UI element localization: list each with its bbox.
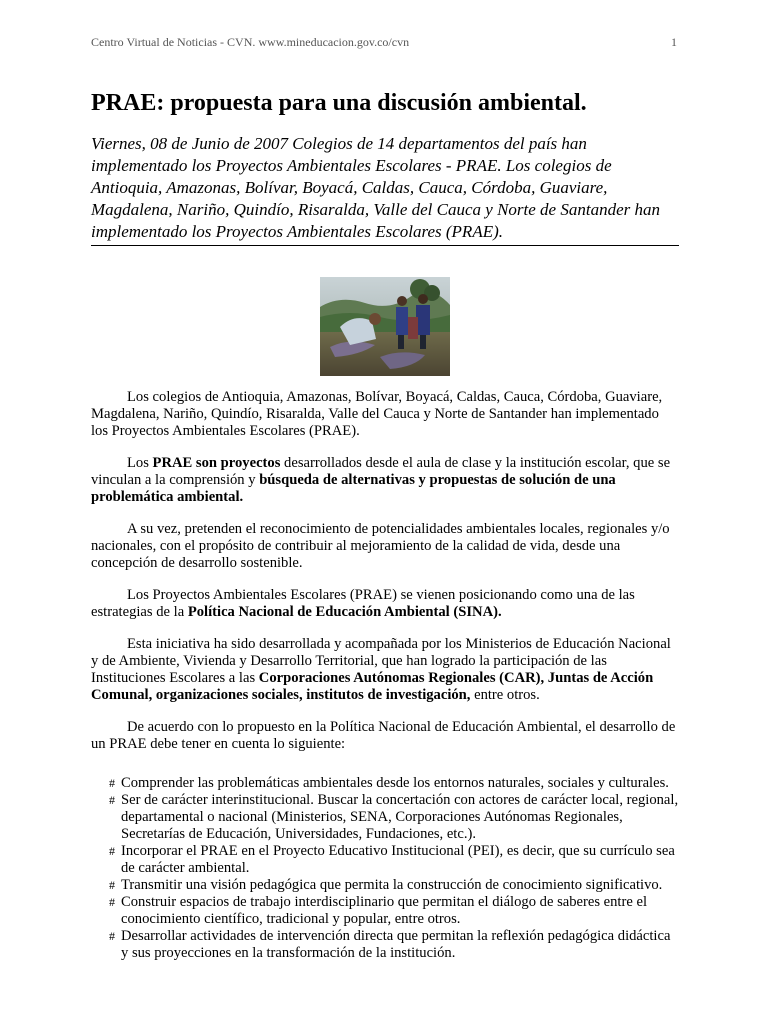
paragraph-2 [91, 455, 679, 506]
list-item [91, 928, 679, 962]
page-header [91, 35, 677, 51]
paragraph-5 [91, 636, 679, 704]
bold-text: PRAE son proyectos [152, 455, 281, 471]
paragraph-3: A su vez, pretenden el reconocimiento de potencialidades ambientales locales, regionales y/o nacionales, con el propósito de contribuir al mejoramiento de la calidad de vida, desde una concepción de desarrollo sostenible. [91, 521, 670, 571]
list-item [91, 877, 679, 894]
text: entre otros. [470, 687, 540, 703]
paragraph-6: De acuerdo con lo propuesto en la Política Nacional de Educación Ambiental, el desarrollo de un PRAE debe tener en cuenta lo siguiente: [91, 719, 676, 752]
hash-bullet: # [109, 895, 115, 909]
list-item [91, 843, 679, 877]
article-title: PRAE: propuesta para una discusión ambiental. [91, 90, 587, 116]
requirements-list [91, 775, 679, 962]
hash-bullet: # [109, 776, 115, 790]
article-photo [320, 277, 450, 376]
hash-bullet: # [109, 878, 115, 892]
text: desarrollados desde el aula de clase y la institución escolar, que se vinculan a la comprensión y [91, 455, 671, 488]
list-item-text: Construir espacios de trabajo interdisciplinario que permitan el diálogo de saberes entre el conocimiento científico, tradicional y popular, entre otros. [121, 894, 648, 927]
bold-text: búsqueda de alternativas y propuestas de solución de una problemática ambiental. [91, 472, 616, 505]
list-item-text: Comprender las problemáticas ambientales desde los entornos naturales, sociales y culturales. [121, 775, 669, 791]
hash-bullet: # [109, 793, 115, 807]
hash-bullet: # [109, 929, 115, 943]
bold-text: Política Nacional de Educación Ambiental (SINA). [187, 604, 502, 620]
paragraph-4 [91, 587, 679, 621]
list-item [91, 775, 679, 792]
article-lead: Viernes, 08 de Junio de 2007 Colegios de 14 departamentos del país han implementado los Proyectos Ambientales Escolares - PRAE. Los colegios de Antioquia, Amazonas, Bolívar, Boyacá, Caldas, Cauca, Córdoba, Guaviare, Magdalena, Nariño, Quindío, Risaralda, Valle del Cauca y Norte de Santander han implementado los Proyectos Ambientales Escolares (PRAE). [91, 133, 679, 246]
source-line: Centro Virtual de Noticias - CVN. www.mineducacion.gov.co/cvn [91, 35, 410, 49]
list-item [91, 894, 679, 928]
bold-text: Corporaciones Autónomas Regionales (CAR), Juntas de Acción Comunal, organizaciones sociales, institutos de investigación, [91, 670, 654, 703]
hash-bullet: # [109, 844, 115, 858]
text: Los [127, 455, 153, 471]
text: Esta iniciativa ha sido desarrollada y acompañada por los Ministerios de Educación Nacional y de Ambiente, Vivienda y Desarrollo Territorial, que han logrado la participación de las Instituciones Escolares a las [91, 636, 671, 686]
list-item-text: Desarrollar actividades de intervención directa que permitan la reflexión pedagógica didáctica y sus proyecciones en la transformación de la institución. [121, 928, 671, 961]
article [91, 88, 679, 962]
list-item-text: Incorporar el PRAE en el Proyecto Educativo Institucional (PEI), es decir, que su currículo sea de carácter ambiental. [121, 843, 675, 876]
text: Los Proyectos Ambientales Escolares (PRAE) se vienen posicionando como una de las estrategias de la [91, 587, 635, 620]
list-item-text: Transmitir una visión pedagógica que permita la construcción de conocimiento significativo. [121, 877, 663, 893]
paragraph-1: Los colegios de Antioquia, Amazonas, Bolívar, Boyacá, Caldas, Cauca, Córdoba, Guaviare, Magdalena, Nariño, Quindío, Risaralda, Valle del Cauca y Norte de Santander han implementado los Proyectos Ambientales Escolares (PRAE). [91, 389, 663, 439]
page-number: 1 [671, 35, 677, 49]
list-item-text: Ser de carácter interinstitucional. Buscar la concertación con actores de carácter local, regional, departamental o nacional (Ministerios, SENA, Corporaciones Autónomas Regionales, Secretarías de Educación, Universidades, Fundaciones, etc.). [121, 792, 679, 842]
list-item [91, 792, 679, 843]
